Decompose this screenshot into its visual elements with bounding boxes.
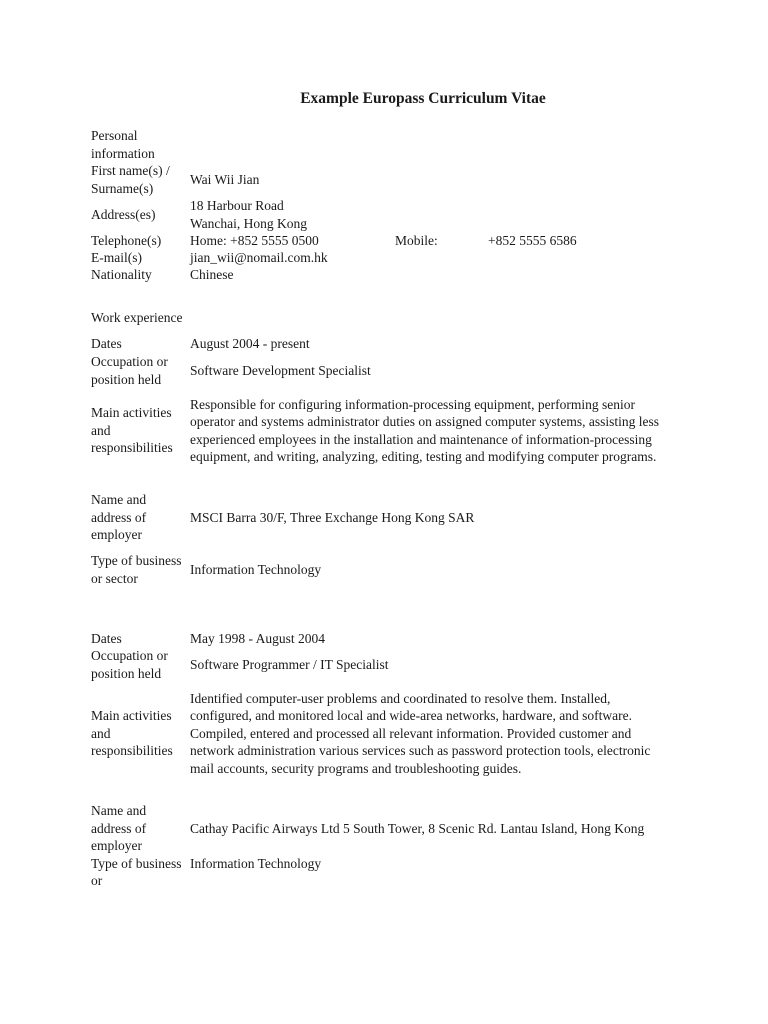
job1-business-label: Type of business or sector	[91, 553, 182, 586]
work-experience-heading: Work experience	[91, 309, 183, 325]
job2-business: Information Technology	[190, 855, 322, 871]
job2-occupation: Software Programmer / IT Specialist	[190, 656, 389, 672]
job2-dates: May 1998 - August 2004	[190, 630, 325, 646]
address-line-1: 18 Harbour Road	[190, 198, 284, 214]
email-label: E-mail(s)	[91, 249, 142, 265]
nationality-label: Nationality	[91, 266, 152, 282]
name-value: Wai Wii Jian	[190, 171, 260, 187]
email-value: jian_wii@nomail.com.hk	[190, 249, 328, 265]
mobile-phone: +852 5555 6586	[488, 232, 577, 248]
job1-occupation: Software Development Specialist	[190, 362, 371, 378]
nationality-value: Chinese	[190, 266, 234, 282]
telephone-label: Telephone(s)	[91, 232, 162, 248]
address-label: Address(es)	[91, 206, 156, 222]
job1-employer-label: Name and address of employer	[91, 492, 147, 543]
name-label: First name(s) / Surname(s)	[91, 163, 170, 196]
job2-employer: Cathay Pacific Airways Ltd 5 South Tower, 8 Scenic Rd. Lantau Island, Hong Kong	[190, 820, 645, 836]
job1-dates-label: Dates	[91, 335, 122, 351]
job2-employer-label: Name and address of employer	[91, 803, 147, 854]
job1-activities: Responsible for configuring information-processing equipment, performing senior operator and systems administrator duties on assigned computer systems, assisting less experienced employees in the installation and maintenance of information-processing equipment, and writing, analyzing, editing, testing and modifying computer programs.	[190, 396, 660, 464]
job1-activities-label: Main activities and responsibilities	[91, 405, 173, 456]
job2-occupation-label: Occupation or position held	[91, 648, 168, 681]
mobile-label: Mobile:	[395, 232, 438, 248]
telephone-value	[190, 232, 670, 249]
job1-business: Information Technology	[190, 561, 322, 577]
job2-activities-label: Main activities and responsibilities	[91, 708, 173, 759]
personal-information-heading: Personal information	[91, 128, 155, 161]
job2-dates-label: Dates	[91, 630, 122, 646]
address-line-2: Wanchai, Hong Kong	[190, 215, 308, 231]
home-phone: Home: +852 5555 0500	[190, 232, 319, 248]
job1-employer: MSCI Barra 30/F, Three Exchange Hong Kong SAR	[190, 509, 475, 525]
job2-activities: Identified computer-user problems and coordinated to resolve them. Installed, configured, and monitored local and wide-area networks, hardware, and software. Compiled, entered and processed all relevant information. Provided customer and network administration various services such as password protection tools, electronic mail accounts, security programs and troubleshooting guides.	[190, 690, 651, 776]
job2-business-label: Type of business or	[91, 856, 182, 889]
job1-dates: August 2004 - present	[190, 335, 310, 351]
address-value	[190, 197, 670, 232]
document-title: Example Europass Curriculum Vitae	[300, 90, 546, 107]
job1-occupation-label: Occupation or position held	[91, 354, 168, 387]
